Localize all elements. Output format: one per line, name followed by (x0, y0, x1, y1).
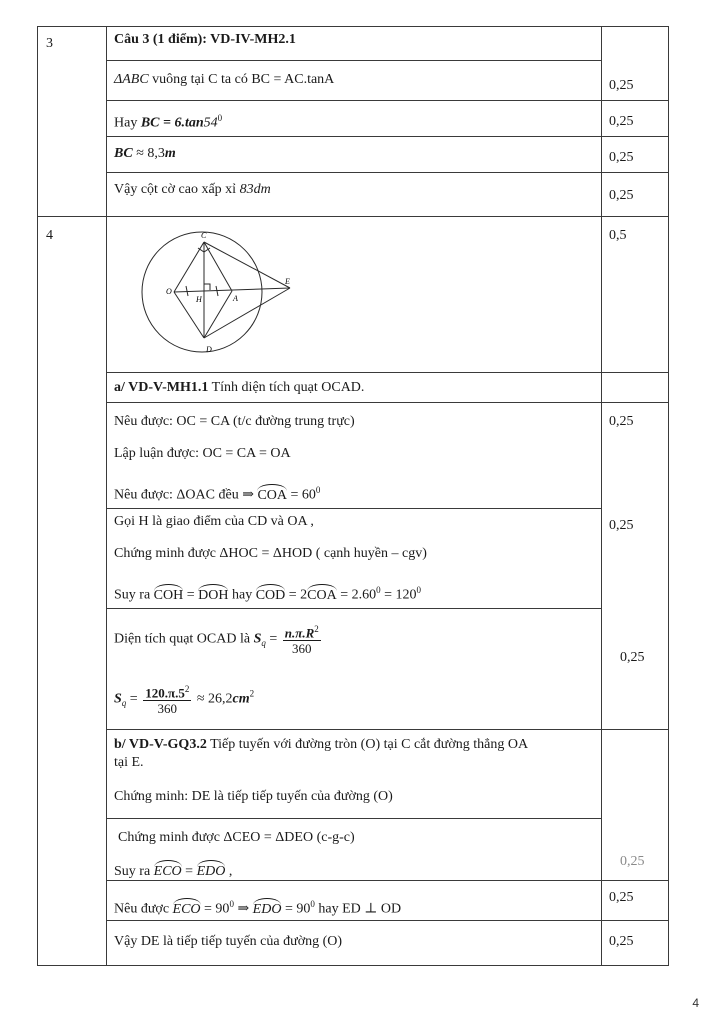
label-a: A (233, 294, 238, 303)
tick-mark (186, 286, 188, 296)
row-line (37, 26, 669, 27)
table-border-col2 (601, 26, 602, 966)
page-number: 4 (692, 996, 699, 1010)
b-line5-score: 0,25 (609, 934, 634, 949)
b-line1: Chứng minh: DE là tiếp tiếp tuyến của đường (O) (114, 789, 393, 804)
a-line2: Lập luận được: OC = CA = OA (114, 446, 291, 461)
q3-row4-text: Vậy cột cờ cao xấp xỉ 83dm (114, 182, 271, 197)
question-number-4: 4 (46, 228, 53, 243)
row-line (106, 729, 669, 730)
label-d: D (206, 345, 212, 354)
table-border-left (37, 26, 38, 966)
row-line (106, 608, 602, 609)
b-line2: Chứng minh được ΔCEO = ΔDEO (c-g-c) (118, 830, 355, 845)
b-line3-score: 0,25 (620, 854, 645, 869)
b-line4: Nêu được ECO = $90^0$ ⇒ EDO = $90^0$ hay ED ⊥ OD (114, 899, 402, 917)
q3-row3-score: 0,25 (609, 150, 634, 165)
label-c: C (201, 231, 207, 240)
label-e: E (285, 277, 290, 286)
question-number-3: 3 (46, 36, 53, 51)
row-line (106, 136, 669, 137)
table-border-right (668, 26, 669, 966)
b-line3: Suy ra ECO = EDO , (114, 864, 233, 879)
row-line (106, 60, 602, 61)
part-a-header: a/ VD-V-MH1.1 Tính diện tích quạt OCAD. (114, 380, 365, 395)
circle-o (142, 232, 262, 352)
question-3-header: Câu 3 (1 điểm): VD-IV-MH2.1 (114, 32, 296, 47)
q3-row2-score: 0,25 (609, 114, 634, 129)
row-line (106, 508, 602, 509)
a-line7: Diện tích quạt OCAD là $S_q$ = $\frac{n.\pi.R^2}{360}$ (114, 624, 319, 657)
row-line (106, 372, 669, 373)
row-line (37, 216, 669, 217)
a-line1-score: 0,25 (609, 414, 634, 429)
row-line (106, 100, 669, 101)
a-line5: Chứng minh được ΔHOC = ΔHOD ( cạnh huyền – cgv) (114, 546, 427, 561)
b-line4-score: 0,25 (609, 890, 634, 905)
q3-row3-text: BC ≈ 8,3m (114, 146, 176, 161)
a-line6: Suy ra COH = DOH hay COD = $2COA = 2.60^0 = 120^0$ (114, 585, 422, 603)
q3-row2-text: Hay BC = $6.\tan 54^0$ (114, 113, 223, 131)
figure-score: 0,5 (609, 228, 627, 243)
tangent-de (204, 288, 290, 338)
row-line (106, 402, 669, 403)
a-line4-score: 0,25 (609, 518, 634, 533)
right-angle-mark (204, 284, 210, 290)
a-line3: Nêu được: ΔOAC đều ⇒ COA = $60^0$ (114, 485, 321, 503)
part-b-header: b/ VD-V-GQ3.2 Tiếp tuyến với đường tròn (O) tại C cắt đường thẳng OA (114, 737, 529, 752)
table-border-col1 (106, 26, 107, 966)
q3-row4-score: 0,25 (609, 188, 634, 203)
a-line4: Gọi H là giao điểm của CD và OA , (114, 514, 314, 529)
label-h: H (196, 295, 202, 304)
row-line (106, 172, 669, 173)
a-line7-score: 0,25 (620, 650, 645, 665)
row-line (106, 818, 602, 819)
segment-da (204, 291, 232, 338)
q3-row1-text: ΔABC vuông tại C ta có BC = AC.tanA (114, 72, 335, 87)
geometry-figure (112, 224, 342, 360)
row-line (37, 965, 669, 966)
b-line5: Vậy DE là tiếp tiếp tuyến của đường (O) (114, 934, 343, 949)
label-o: O (166, 287, 172, 296)
a-line8: $S_q$ = $\frac{120.\pi.5^2}{360}$ ≈ $26,2cm^2$ (114, 684, 255, 717)
row-line (106, 880, 669, 881)
a-line1: Nêu được: OC = CA (t/c đường trung trực) (114, 414, 355, 429)
part-b-header-line2: tại E. (114, 755, 144, 770)
q3-row1-score: 0,25 (609, 78, 634, 93)
row-line (106, 920, 669, 921)
